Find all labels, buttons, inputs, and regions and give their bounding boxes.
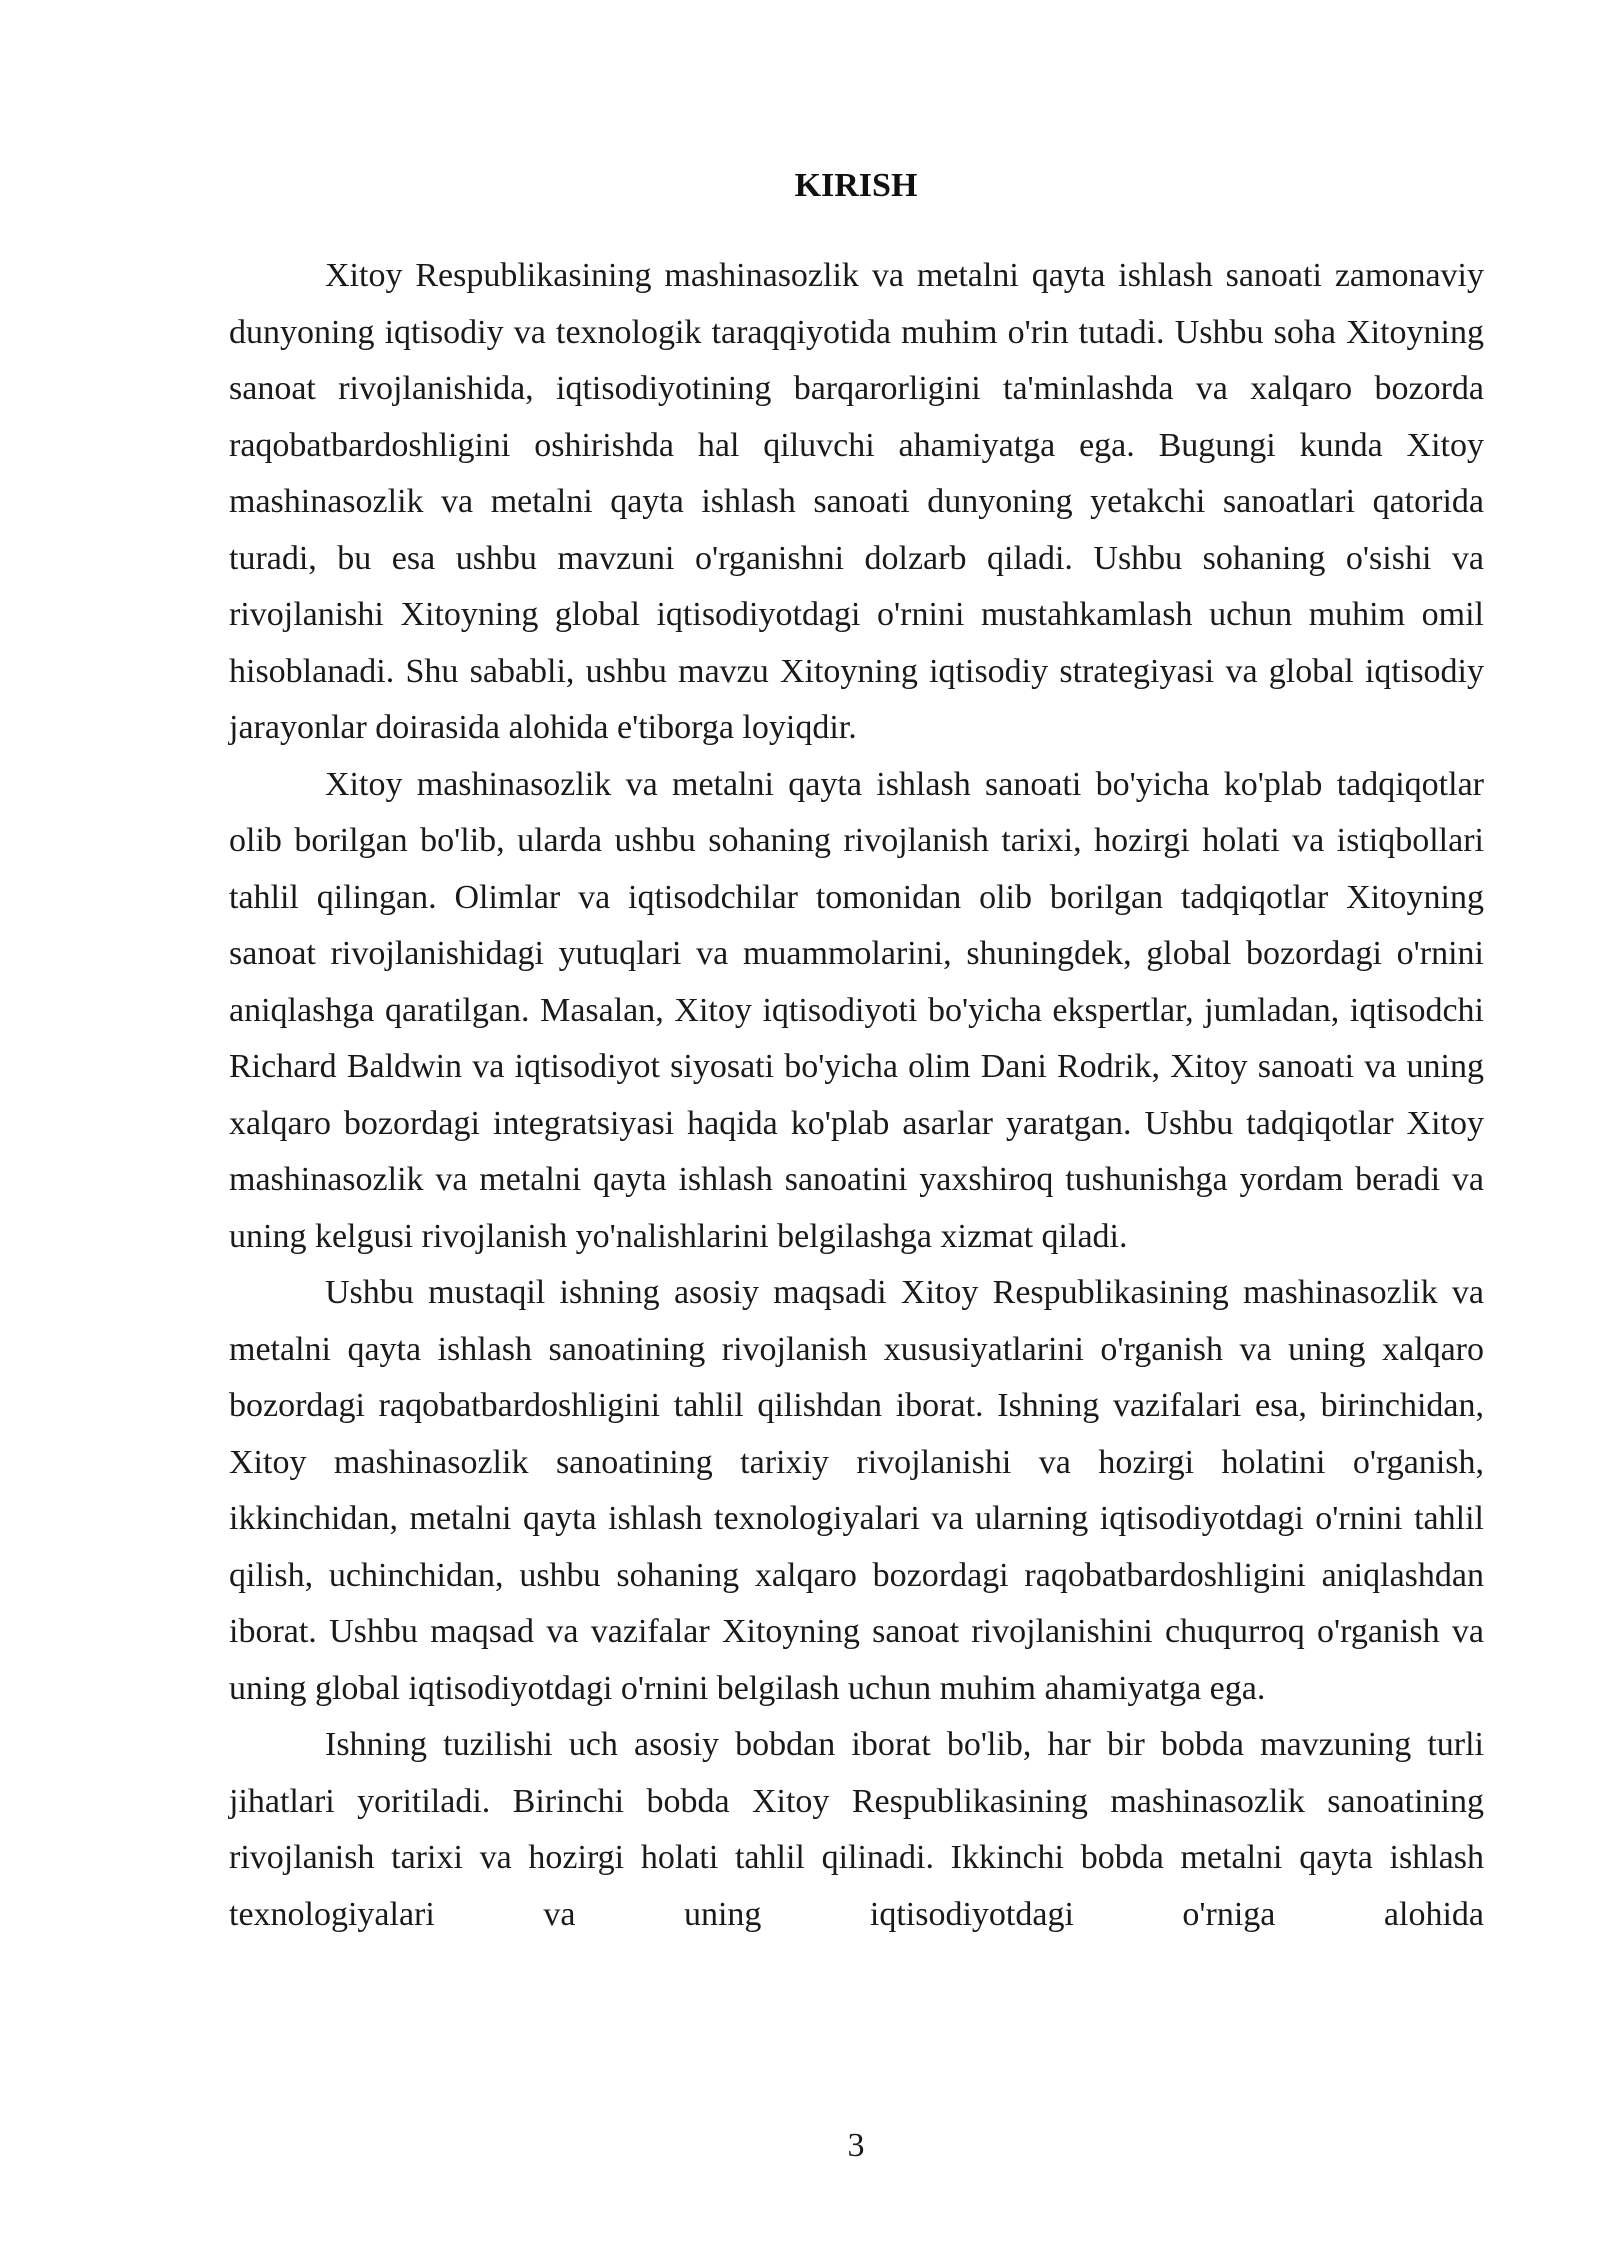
paragraph-4: Ishning tuzilishi uch asosiy bobdan iborat bo'lib, har bir bobda mavzuning turli jihatlari yoritiladi. Birinchi bobda Xitoy Respublikasining mashinasozlik sanoatining rivojlanish tarixi va hozirgi holati tahlil qilinadi. Ikkinchi bobda metalni qayta ishlash texnologiyalari va uning iqtisodiyotdagi o'rniga alohida [229,1726,1484,1933]
paragraph-2: Xitoy mashinasozlik va metalni qayta ishlash sanoati bo'yicha ko'plab tadqiqotlar olib borilgan bo'lib, ularda ushbu sohaning rivojlanish tarixi, hozirgi holati va istiqbollari tahlil qilingan. Olimlar va iqtisodchilar tomonidan olib borilgan tadqiqotlar Xitoyning sanoat rivojlanishidagi yutuqlari va muammolarini, shuningdek, global bozordagi o'rnini aniqlashga qaratilgan. Masalan, Xitoy iqtisodiyoti bo'yicha ekspertlar, jumladan, iqtisodchi Richard Baldwin va iqtisodiyot siyosati bo'yicha olim Dani Rodrik, Xitoy sanoati va uning xalqaro bozordagi integratsiyasi haqida ko'plab asarlar yaratgan. Ushbu tadqiqotlar Xitoy mashinasozlik va metalni qayta ishlash sanoatini yaxshiroq tushunishga yordam beradi va uning kelgusi rivojlanish yo'nalishlarini belgilashga xizmat qiladi. [229,765,1484,1255]
paragraph-3: Ushbu mustaqil ishning asosiy maqsadi Xitoy Respublikasining mashinasozlik va metalni qayta ishlash sanoatining rivojlanish xususiyatlarini o'rganish va uning xalqaro bozordagi raqobatbardoshligini tahlil qilishdan iborat. Ishning vazifalari esa, birinchidan, Xitoy mashinasozlik sanoatining tarixiy rivojlanishi va hozirgi holatini o'rganish, ikkinchidan, metalni qayta ishlash texnologiyalari va ularning iqtisodiyotdagi o'rnini tahlil qilish, uchinchidan, ushbu sohaning xalqaro bozordagi raqobatbardoshligini aniqlashdan iborat. Ushbu maqsad va vazifalar Xitoyning sanoat rivojlanishini chuqurroq o'rganish va uning global iqtisodiyotdagi o'rnini belgilash uchun muhim ahamiyatga ega. [229,1274,1484,1707]
page-number: 3 [847,2127,865,2164]
body-text [229,248,1484,1943]
page-title: KIRISH [794,167,918,204]
paragraph-1: Xitoy Respublikasining mashinasozlik va metalni qayta ishlash sanoati zamonaviy dunyoning iqtisodiy va texnologik taraqqiyotida muhim o'rin tutadi. Ushbu soha Xitoyning sanoat rivojlanishida, iqtisodiyotining barqarorligini ta'minlashda va xalqaro bozorda raqobatbardoshligini oshirishda hal qiluvchi ahamiyatga ega. Bugungi kunda Xitoy mashinasozlik va metalni qayta ishlash sanoati dunyoning yetakchi sanoatlari qatorida turadi, bu esa ushbu mavzuni o'rganishni dolzarb qiladi. Ushbu sohaning o'sishi va rivojlanishi Xitoyning global iqtisodiyotdagi o'rnini mustahkamlash uchun muhim omil hisoblanadi. Shu sababli, ushbu mavzu Xitoyning iqtisodiy strategiyasi va global iqtisodiy jarayonlar doirasida alohida e'tiborga loyiqdir. [229,257,1484,746]
